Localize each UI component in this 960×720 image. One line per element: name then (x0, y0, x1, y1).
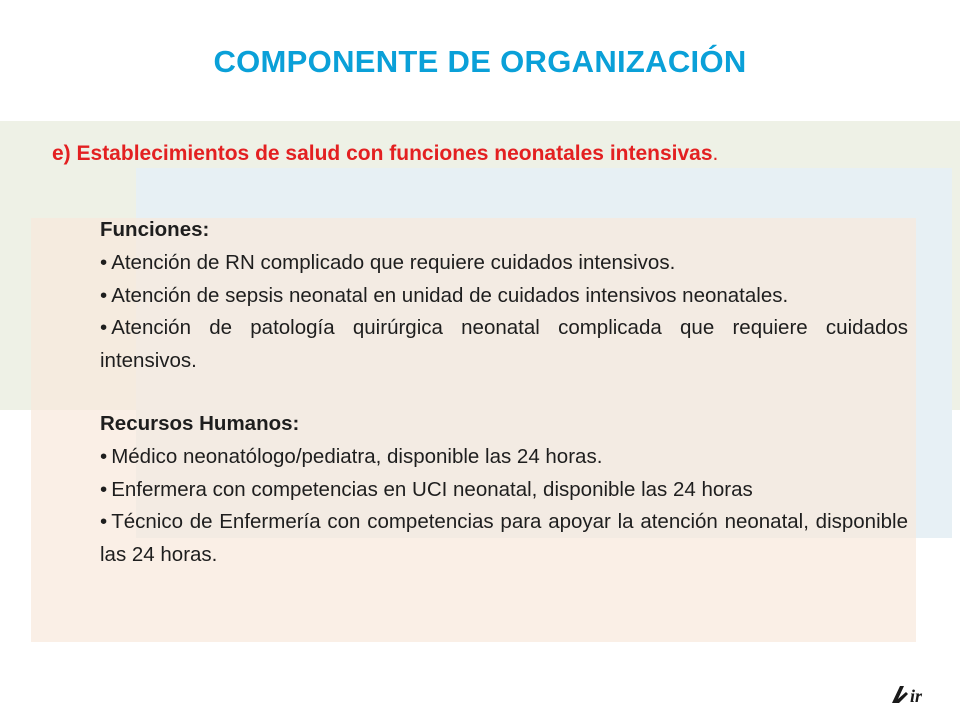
list-item (100, 280, 908, 313)
list-item (100, 312, 908, 378)
list-item (100, 506, 908, 572)
list-item (100, 474, 908, 507)
funciones-item-3: Atención de patología quirúrgica neonatal complicada que requiere cuidados intensivos. (100, 316, 908, 373)
logo-text: ir (910, 686, 923, 706)
subtitle-period: . (712, 142, 719, 165)
bullet-icon: • (100, 444, 108, 468)
recursos-item-3: Técnico de Enfermería con competencias para apoyar la atención neonatal, disponible las 24 horas. (100, 510, 908, 567)
section-spacer (100, 378, 908, 408)
page-title: COMPONENTE DE ORGANIZACIÓN (213, 44, 747, 79)
bullet-icon: • (100, 250, 108, 274)
bullet-icon: • (100, 283, 108, 307)
slide-content (100, 214, 908, 572)
recursos-heading: Recursos Humanos: (100, 411, 300, 435)
bullet-icon: • (100, 477, 108, 501)
funciones-heading: Funciones: (100, 218, 210, 241)
bullet-icon: • (100, 510, 108, 534)
recursos-item-2: Enfermera con competencias en UCI neonatal, disponible las 24 horas (111, 477, 753, 501)
funciones-item-2: Atención de sepsis neonatal en unidad de cuidados intensivos neonatales. (111, 283, 789, 307)
bullet-icon: • (100, 316, 108, 340)
list-item (100, 247, 908, 280)
subtitle-text: e) Establecimientos de salud con funciones neonatales intensivas (52, 142, 713, 165)
list-item (100, 441, 908, 474)
recursos-item-1: Médico neonatólogo/pediatra, disponible las 24 horas. (111, 444, 603, 468)
logo-icon (890, 682, 938, 706)
section-subtitle (52, 142, 912, 166)
funciones-item-1: Atención de RN complicado que requiere cuidados intensivos. (111, 250, 676, 274)
